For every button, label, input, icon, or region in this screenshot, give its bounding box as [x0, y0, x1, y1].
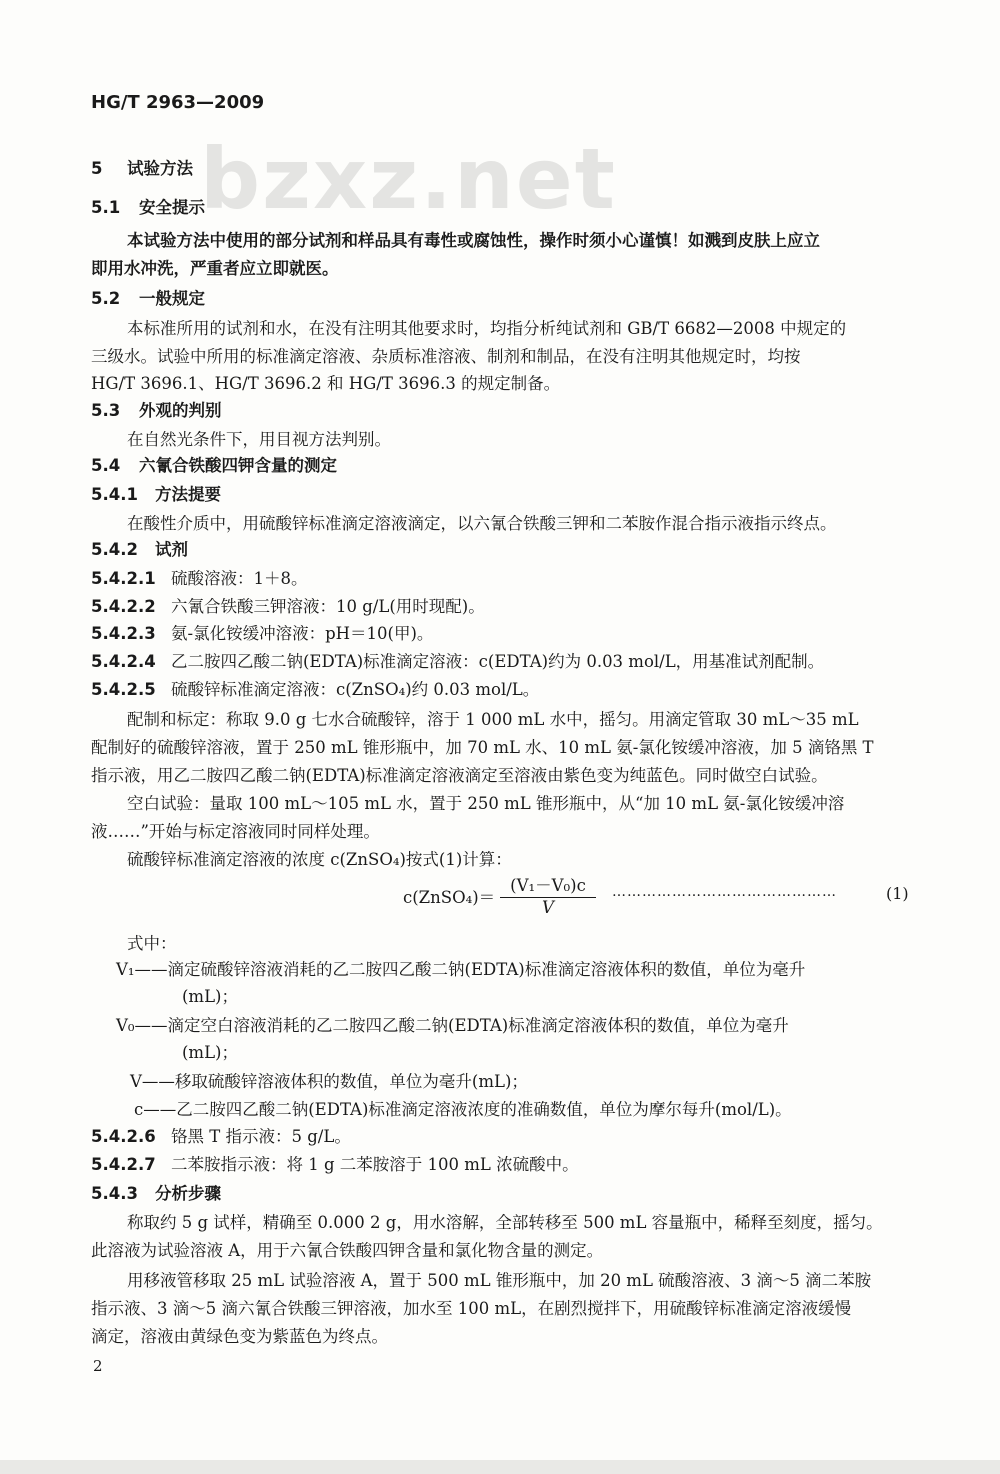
- calculation-intro: 硫酸锌标准滴定溶液的浓度 c(ZnSO₄)按式(1)计算：: [127, 850, 512, 869]
- section-5-heading: 5 试验方法: [91, 159, 193, 178]
- v0-definition-line-2: (mL)；: [182, 1043, 238, 1062]
- preparation-text-line-3: 指示液，用乙二胺四乙酸二钠(EDTA)标准滴定溶液滴定至溶液由紫色变为纯蓝色。同时做空白试验。: [91, 766, 828, 785]
- safety-text-line-2: 即用水冲洗，严重者应立即就医。: [91, 259, 339, 278]
- general-text-line-2: 三级水。试验中所用的标准滴定溶液、杂质标准溶液、制剂和制品，在没有注明其他规定时，均按: [91, 347, 801, 366]
- safety-text-line-1: 本试验方法中使用的部分试剂和样品具有毒性或腐蚀性，操作时须小心谨慎！如溅到皮肤上应立: [127, 231, 820, 250]
- general-text-line-3: HG/T 3696.1、HG/T 3696.2 和 HG/T 3696.3 的规定制备。: [91, 374, 561, 393]
- preparation-text-line-1: 配制和标定：称取 9.0 g 七水合硫酸锌，溶于 1 000 mL 水中，摇匀。用滴定管取 30 mL～35 mL: [127, 710, 859, 729]
- page-bottom-edge: [0, 1460, 1000, 1474]
- preparation-text-line-2: 配制好的硫酸锌溶液，置于 250 mL 锥形瓶中，加 70 mL 水、10 mL 氨-氯化铵缓冲溶液，加 5 滴铬黑 T: [91, 738, 874, 757]
- reagent-5-4-2-2: 5.4.2.2 六氰合铁酸三钾溶液：10 g/L(用时现配)。: [91, 597, 485, 616]
- procedure-text-line-1: 称取约 5 g 试样，精确至 0.000 2 g，用水溶解，全部转移至 500 mL 容量瓶中，稀释至刻度，摇匀。: [127, 1213, 883, 1232]
- v0-definition-line-1: V₀——滴定空白溶液消耗的乙二胺四乙酸二钠(EDTA)标准滴定溶液体积的数值，单位为毫升: [116, 1016, 789, 1035]
- formula-leader-dots: ………………………………………: [612, 884, 837, 900]
- reagent-5-4-2-4: 5.4.2.4 乙二胺四乙酸二钠(EDTA)标准滴定溶液：c(EDTA)约为 0.03 mol/L，用基准试剂配制。: [91, 652, 825, 671]
- blank-test-line-2: 液……”开始与标定溶液同时同样处理。: [91, 822, 380, 841]
- standard-code-header: HG/T 2963—2009: [91, 92, 265, 113]
- where-label: 式中：: [127, 934, 177, 953]
- section-5-4-heading: 5.4 六氰合铁酸四钾含量的测定: [91, 456, 337, 475]
- formula-lhs: c(ZnSO₄)＝: [403, 888, 496, 907]
- procedure-text-line-4: 指示液、3 滴～5 滴六氰合铁酸三钾溶液，加水至 100 mL，在剧烈搅拌下，用硫酸锌标准滴定溶液缓慢: [91, 1299, 852, 1318]
- reagent-5-4-2-7: 5.4.2.7 二苯胺指示液：将 1 g 二苯胺溶于 100 mL 浓硫酸中。: [91, 1155, 579, 1174]
- watermark: bzxz.net: [200, 130, 617, 228]
- method-summary-text: 在酸性介质中，用硫酸锌标准滴定溶液滴定，以六氰合铁酸三钾和二苯胺作混合指示液指示终点。: [127, 514, 837, 533]
- formula-fraction: [500, 876, 596, 918]
- appearance-text: 在自然光条件下，用目视方法判别。: [127, 430, 391, 449]
- procedure-text-line-5: 滴定，溶液由黄绿色变为紫蓝色为终点。: [91, 1327, 388, 1346]
- v1-definition-line-1: V₁——滴定硫酸锌溶液消耗的乙二胺四乙酸二钠(EDTA)标准滴定溶液体积的数值，单位为毫升: [116, 960, 806, 979]
- section-5-4-2-heading: 5.4.2 试剂: [91, 540, 188, 559]
- procedure-text-line-3: 用移液管移取 25 mL 试验溶液 A，置于 500 mL 锥形瓶中，加 20 mL 硫酸溶液、3 滴～5 滴二苯胺: [127, 1271, 872, 1290]
- section-5-2-heading: 5.2 一般规定: [91, 289, 205, 308]
- formula-numerator: (V₁－V₀)c: [500, 876, 596, 898]
- formula-denominator: V: [542, 898, 554, 917]
- section-5-4-1-heading: 5.4.1 方法提要: [91, 485, 221, 504]
- section-5-3-heading: 5.3 外观的判别: [91, 401, 222, 420]
- reagent-5-4-2-6: 5.4.2.6 铬黑 T 指示液：5 g/L。: [91, 1127, 351, 1146]
- reagent-5-4-2-5: 5.4.2.5 硫酸锌标准滴定溶液：c(ZnSO₄)约 0.03 mol/L。: [91, 680, 540, 699]
- section-5-1-heading: 5.1 安全提示: [91, 198, 205, 217]
- c-definition: c——乙二胺四乙酸二钠(EDTA)标准滴定溶液浓度的准确数值，单位为摩尔每升(mol/L)。: [134, 1100, 792, 1119]
- formula-number: (1): [886, 884, 909, 903]
- blank-test-line-1: 空白试验：量取 100 mL～105 mL 水，置于 250 mL 锥形瓶中，从“加 10 mL 氨-氯化铵缓冲溶: [127, 794, 845, 813]
- reagent-5-4-2-3: 5.4.2.3 氨-氯化铵缓冲溶液：pH＝10(甲)。: [91, 624, 434, 643]
- section-5-4-3-heading: 5.4.3 分析步骤: [91, 1184, 221, 1203]
- v-definition: V——移取硫酸锌溶液体积的数值，单位为毫升(mL)；: [130, 1072, 528, 1091]
- reagent-5-4-2-1: 5.4.2.1 硫酸溶液：1＋8。: [91, 569, 308, 588]
- page-number: 2: [93, 1357, 103, 1375]
- procedure-text-line-2: 此溶液为试验溶液 A，用于六氰合铁酸四钾含量和氯化物含量的测定。: [91, 1241, 604, 1260]
- general-text-line-1: 本标准所用的试剂和水，在没有注明其他要求时，均指分析纯试剂和 GB/T 6682—2008 中规定的: [127, 319, 847, 338]
- v1-definition-line-2: (mL)；: [182, 987, 238, 1006]
